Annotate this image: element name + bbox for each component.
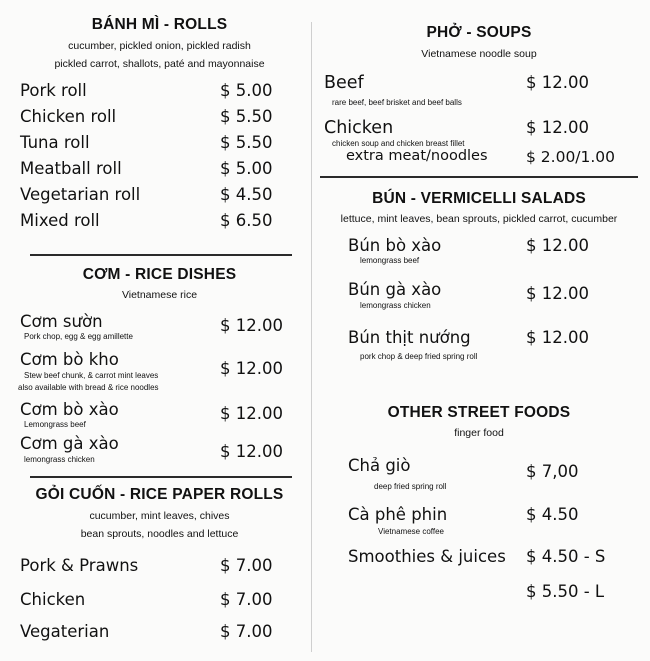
item-price: $ 12.00 xyxy=(526,73,589,92)
section-subtitle: lettuce, mint leaves, bean sprouts, pickled carrot, cucumber xyxy=(340,213,618,225)
item-description: deep fried spring roll xyxy=(374,482,447,491)
item-description: Stew beef chunk, & carrot mint leaves xyxy=(24,371,159,380)
item-price: $ 5.50 xyxy=(220,133,273,152)
section-subtitle: Vietnamese rice xyxy=(121,289,198,301)
section-divider xyxy=(30,476,292,478)
section-goi-cuon xyxy=(16,486,303,542)
item-price: $ 7,00 xyxy=(526,462,579,481)
section-pho xyxy=(320,24,638,62)
item-name: Cơm sườn xyxy=(20,312,103,331)
item-name: Vegetarian roll xyxy=(20,185,141,204)
section-subtitle: finger food xyxy=(454,427,504,439)
item-name: Chicken xyxy=(20,590,86,609)
menu-item xyxy=(320,547,638,573)
item-description: Lemongrass beef xyxy=(24,420,86,429)
section-banh-mi xyxy=(16,16,303,237)
item-price: $ 4.50 - S xyxy=(526,547,606,566)
menu-item xyxy=(16,81,303,107)
item-name: Cơm bò xào xyxy=(20,400,119,419)
item-name: Chả giò xyxy=(348,456,411,475)
item-name: Chicken xyxy=(324,118,394,138)
menu-item xyxy=(16,107,303,133)
menu-item xyxy=(320,118,638,148)
menu-item xyxy=(320,236,638,265)
menu-item xyxy=(16,211,303,237)
menu-item xyxy=(16,590,303,616)
item-name: extra meat/noodles xyxy=(346,148,488,164)
item-name: Pork & Prawns xyxy=(20,556,139,575)
menu-item xyxy=(16,622,303,648)
item-description: lemongrass beef xyxy=(360,256,420,265)
menu-item xyxy=(320,328,638,361)
item-price: $ 12.00 xyxy=(526,284,589,303)
item-price: $ 5.00 xyxy=(220,159,273,178)
section-street-foods xyxy=(320,404,638,441)
item-name: Bún thịt nướng xyxy=(348,328,471,347)
item-price: $ 7.00 xyxy=(220,556,273,575)
section-title: BÁNH MÌ - ROLLS xyxy=(91,16,228,33)
section-subtitle: pickled carrot, shallots, paté and mayonnaise xyxy=(54,58,265,70)
item-description: also available with bread & rice noodles xyxy=(18,383,159,392)
item-price: $ 12.00 xyxy=(220,404,283,423)
item-price: $ 5.50 xyxy=(220,107,273,126)
item-description: lemongrass chicken xyxy=(360,301,431,310)
item-description: Vietnamese coffee xyxy=(378,527,444,536)
section-bun xyxy=(320,190,638,227)
item-price: $ 6.50 xyxy=(220,211,273,230)
section-subtitle: Vietnamese noodle soup xyxy=(421,48,537,60)
menu-item xyxy=(16,400,303,429)
item-name: Vegaterian xyxy=(20,622,110,641)
section-title: CƠM - RICE DISHES xyxy=(82,266,237,283)
item-name: Pork roll xyxy=(20,81,87,100)
section-title: OTHER STREET FOODS xyxy=(387,404,571,421)
item-price: $ 7.00 xyxy=(220,590,273,609)
item-price: $ 12.00 xyxy=(526,118,589,137)
menu-item xyxy=(16,312,303,341)
section-subtitle: cucumber, mint leaves, chives xyxy=(89,510,230,522)
column-divider xyxy=(311,22,312,652)
item-description: lemongrass chicken xyxy=(24,455,95,464)
menu-item xyxy=(16,434,303,464)
item-price: $ 4.50 xyxy=(220,185,273,204)
menu-item xyxy=(16,350,303,392)
menu-item xyxy=(320,505,638,536)
item-name: Meatball roll xyxy=(20,159,122,178)
menu-item-price-large xyxy=(320,582,638,608)
item-name: Bún gà xào xyxy=(348,280,442,299)
section-divider xyxy=(30,254,292,256)
item-name: Mixed roll xyxy=(20,211,100,230)
item-name: Cà phê phin xyxy=(348,505,448,524)
menu-item xyxy=(320,456,638,491)
section-subtitle: cucumber, pickled onion, pickled radish xyxy=(68,40,251,52)
item-price: $ 7.00 xyxy=(220,622,273,641)
item-price: $ 12.00 xyxy=(526,328,589,347)
item-name: Chicken roll xyxy=(20,107,117,126)
item-name: Tuna roll xyxy=(20,133,90,152)
item-description: Pork chop, egg & egg amillette xyxy=(24,332,133,341)
menu-item xyxy=(16,185,303,211)
item-name: Bún bò xào xyxy=(348,236,442,255)
item-price: $ 12.00 xyxy=(526,236,589,255)
menu-item xyxy=(16,159,303,185)
item-name: Beef xyxy=(324,73,364,93)
menu-item xyxy=(320,280,638,310)
menu-item xyxy=(16,133,303,159)
menu-item xyxy=(320,148,638,174)
section-title: BÚN - VERMICELLI SALADS xyxy=(372,190,586,207)
item-name: Cơm bò kho xyxy=(20,350,119,369)
item-price: $ 5.00 xyxy=(220,81,273,100)
section-title: PHỞ - SOUPS xyxy=(426,24,532,41)
item-price: $ 12.00 xyxy=(220,359,283,378)
item-price: $ 5.50 - L xyxy=(526,582,605,601)
menu-item xyxy=(320,73,638,107)
menu-item xyxy=(16,556,303,582)
item-price: $ 12.00 xyxy=(220,442,283,461)
section-title: GỎI CUỐN - RICE PAPER ROLLS xyxy=(35,486,284,503)
item-description: rare beef, beef brisket and beef balls xyxy=(332,98,462,107)
item-price: $ 2.00/1.00 xyxy=(526,148,616,166)
item-price: $ 12.00 xyxy=(220,316,283,335)
section-com xyxy=(16,266,303,303)
item-name: Smoothies & juices xyxy=(348,547,506,566)
item-description: pork chop & deep fried spring roll xyxy=(360,352,478,361)
item-name: Cơm gà xào xyxy=(20,434,119,453)
section-subtitle: bean sprouts, noodles and lettuce xyxy=(80,528,239,540)
item-description: chicken soup and chicken breast fillet xyxy=(332,139,465,148)
item-price: $ 4.50 xyxy=(526,505,579,524)
section-divider xyxy=(320,176,638,178)
